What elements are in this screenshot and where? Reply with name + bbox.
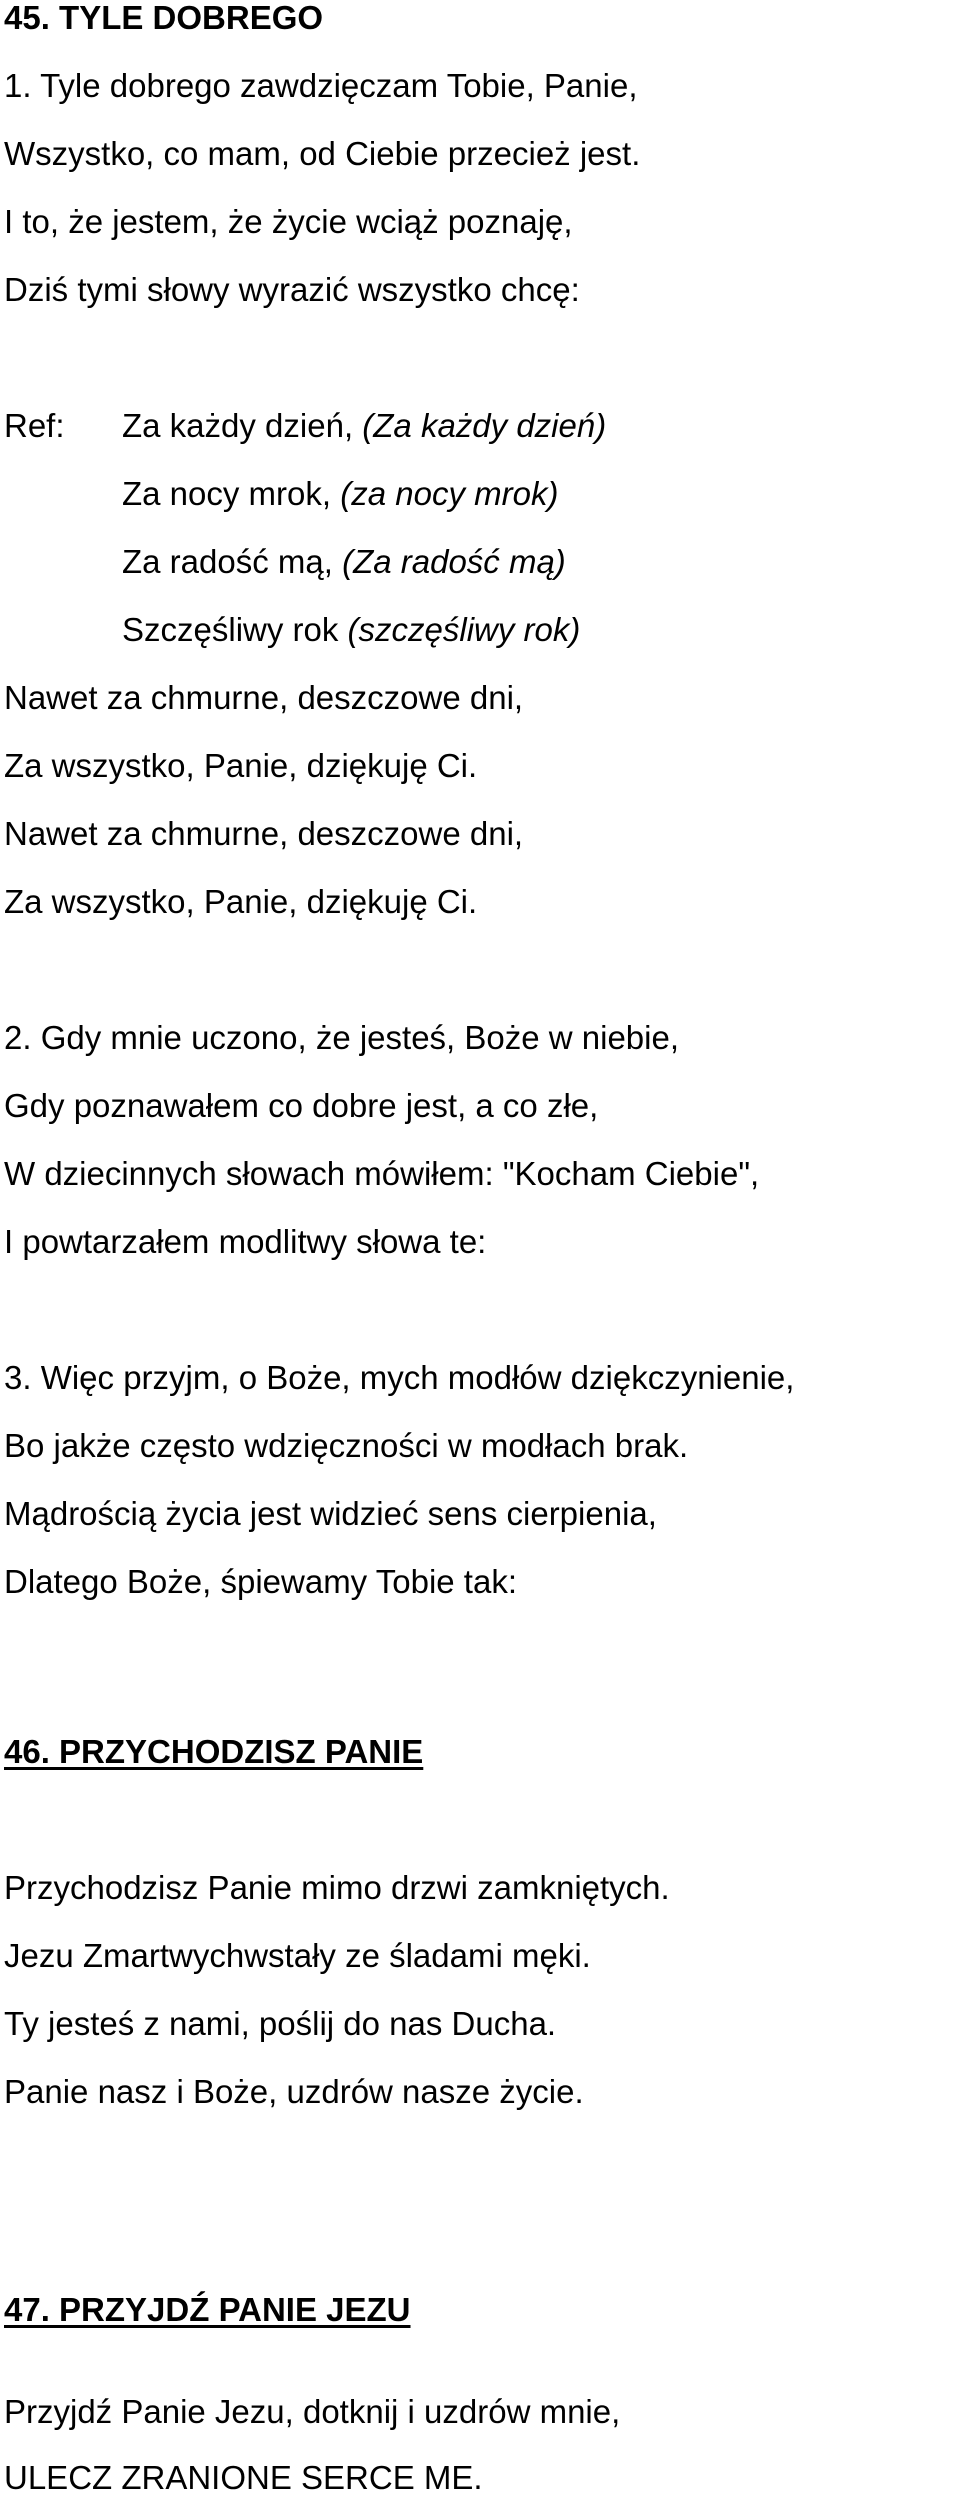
verse-1-line: Dziś tymi słowy wyrazić wszystko chcę: [4, 271, 580, 308]
song-45-title: 45. TYLE DOBREGO [4, 0, 324, 36]
song-47-line: Przyjdź Panie Jezu, dotknij i uzdrów mnie, [4, 2393, 621, 2430]
refrain-echo-text: (Za radość mą) [342, 543, 566, 580]
refrain-call-line [122, 406, 606, 446]
verse-3-line: 3. Więc przyjm, o Boże, mych modłów dziękczynienie, [4, 1359, 795, 1396]
song-46-title: 46. PRZYCHODZISZ PANIE [4, 1733, 424, 1770]
verse-2-line: I powtarzałem modlitwy słowa te: [4, 1223, 487, 1260]
refrain-line: Nawet za chmurne, deszczowe dni, [4, 679, 524, 716]
refrain-call-text: Za radość mą, [122, 543, 343, 580]
refrain-call-line [122, 610, 580, 650]
song-46-line: Przychodzisz Panie mimo drzwi zamkniętych. [4, 1869, 670, 1906]
song-47-title: 47. PRZYJDŹ PANIE JEZU [4, 2291, 411, 2328]
refrain-call-text: Szczęśliwy rok [122, 611, 348, 648]
verse-1-line: 1. Tyle dobrego zawdzięczam Tobie, Panie, [4, 67, 638, 104]
verse-3-line: Mądrością życia jest widzieć sens cierpienia, [4, 1495, 657, 1532]
refrain-echo-text: (szczęśliwy rok) [347, 611, 581, 648]
song-46-line: Panie nasz i Boże, uzdrów nasze życie. [4, 2073, 584, 2110]
refrain-call-line [122, 542, 566, 582]
refrain-call-text: Za nocy mrok, [122, 475, 341, 512]
verse-3-line: Dlatego Boże, śpiewamy Tobie tak: [4, 1563, 517, 1600]
refrain-line: Za wszystko, Panie, dziękuję Ci. [4, 747, 478, 784]
refrain-call-text: Za każdy dzień, [122, 407, 363, 444]
refrain-echo-text: (Za każdy dzień) [362, 407, 607, 444]
verse-1-line: Wszystko, co mam, od Ciebie przecież jest. [4, 135, 641, 172]
refrain-line: Za wszystko, Panie, dziękuję Ci. [4, 883, 478, 920]
song-47-line: ULECZ ZRANIONE SERCE ME. [4, 2459, 483, 2496]
refrain-label: Ref: [4, 407, 65, 444]
refrain-echo-text: (za nocy mrok) [340, 475, 559, 512]
verse-2-line: 2. Gdy mnie uczono, że jesteś, Boże w niebie, [4, 1019, 680, 1056]
verse-2-line: W dziecinnych słowach mówiłem: "Kocham Ciebie", [4, 1155, 760, 1192]
refrain-call-line [122, 474, 558, 514]
song-46-line: Jezu Zmartwychwstały ze śladami męki. [4, 1937, 591, 1974]
refrain-line: Nawet za chmurne, deszczowe dni, [4, 815, 524, 852]
song-46-line: Ty jesteś z nami, poślij do nas Ducha. [4, 2005, 557, 2042]
verse-2-line: Gdy poznawałem co dobre jest, a co złe, [4, 1087, 599, 1124]
verse-3-line: Bo jakże często wdzięczności w modłach brak. [4, 1427, 689, 1464]
verse-1-line: I to, że jestem, że życie wciąż poznaję, [4, 203, 573, 240]
